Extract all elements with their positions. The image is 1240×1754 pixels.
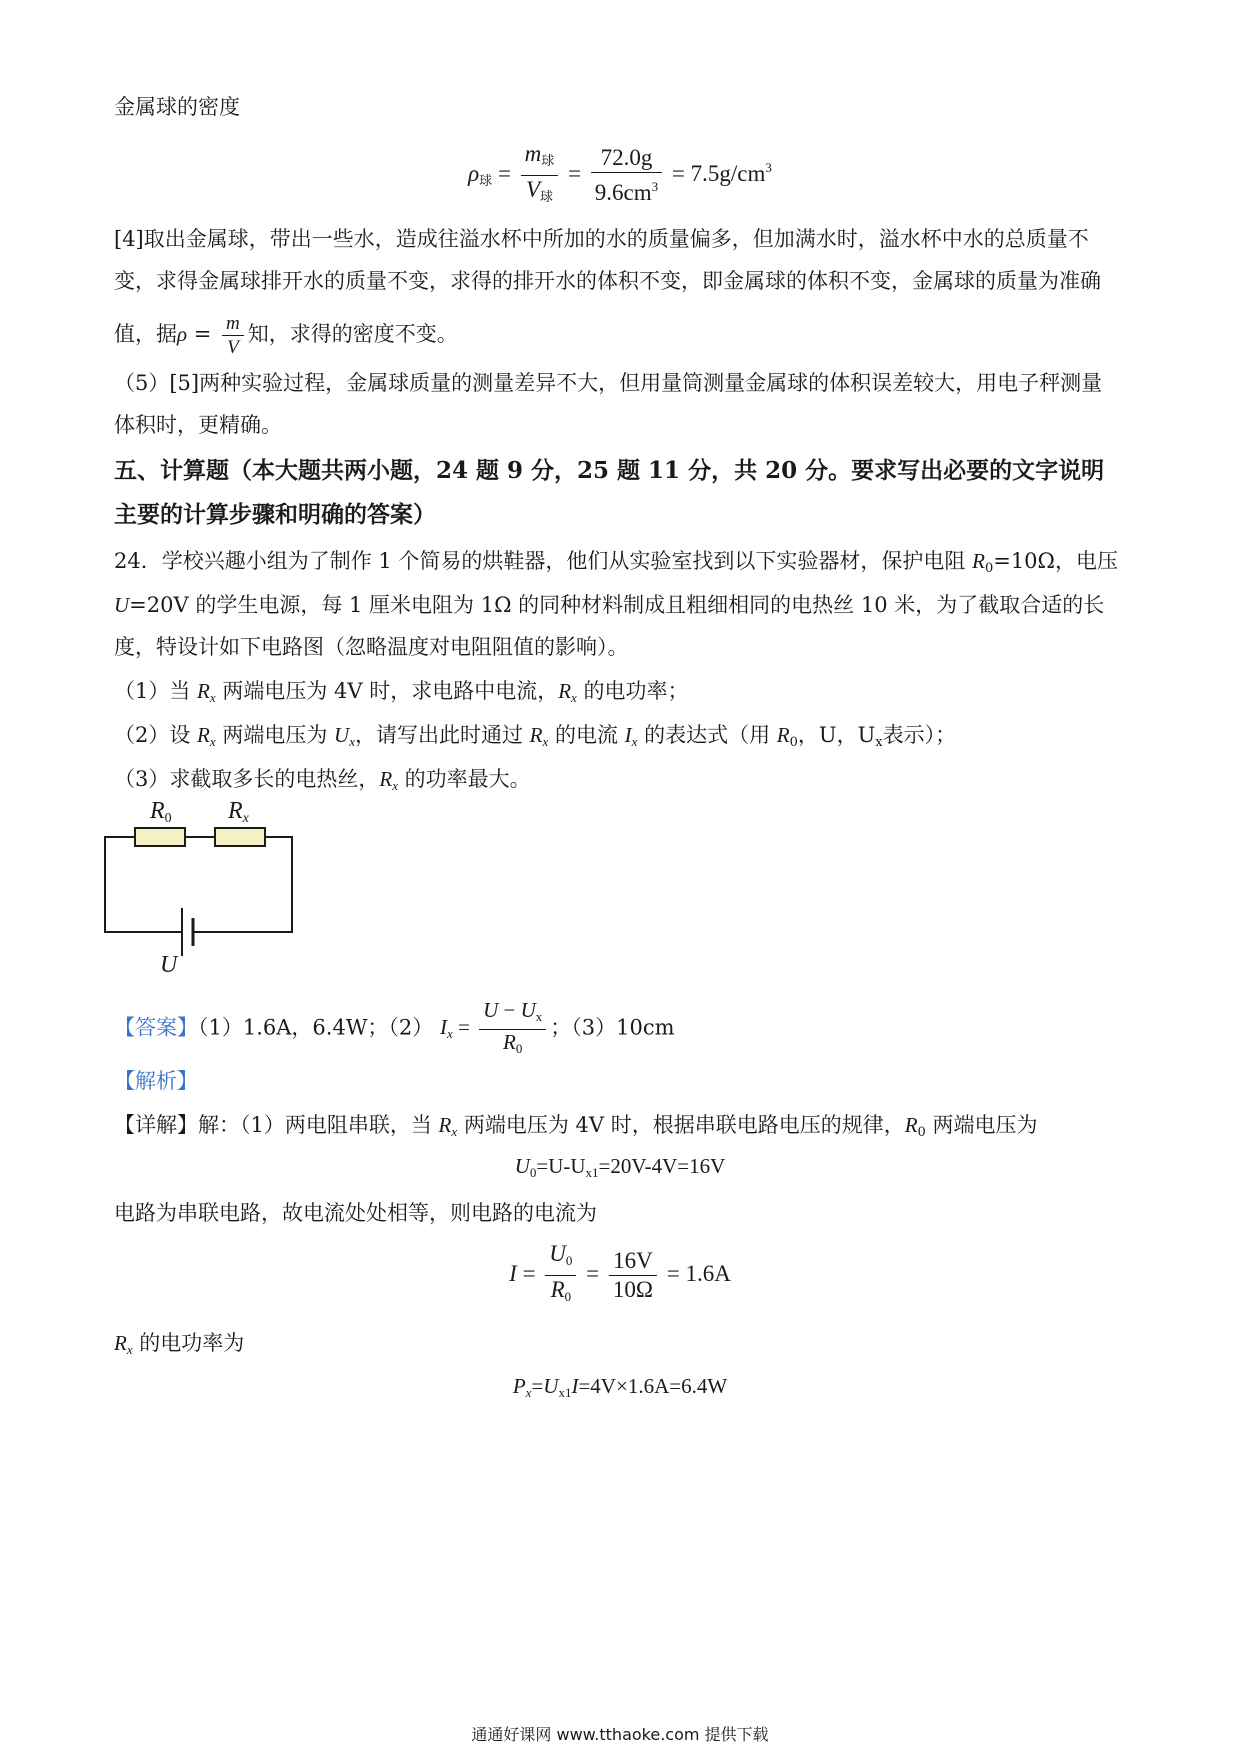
analysis-tag: 【解析】	[114, 1069, 198, 1093]
circuit-wire-right	[193, 837, 292, 932]
rx-power-line: $R_x$ 的电功率为	[114, 1331, 245, 1357]
label-u: U	[160, 952, 178, 978]
section-heading-line-2: 主要的计算步骤和明确的答案）	[114, 501, 436, 528]
equation-power: $P_x=U_{x1}I=4V\times 1.6A=6.4W$	[512, 1374, 728, 1400]
resistor-rx	[215, 828, 265, 846]
series-circuit-line: 电路为串联电路，故电流处处相等，则电路的电流为	[114, 1201, 597, 1225]
circuit-wire	[105, 837, 182, 932]
circuit-diagram	[100, 790, 340, 980]
answer-tag: 【答案】	[114, 1015, 198, 1040]
q24-line-3: 度，特设计如下电路图（忽略温度对电阻阻值的影响）。	[114, 635, 629, 659]
para-4-line-3: 值，据ρ = $\frac{m}{V}$ 知，求得的密度不变。	[114, 313, 458, 358]
label-r0: R0	[150, 798, 172, 826]
section-heading-line-1: 五、计算题（本大题共两小题，24 题 9 分，25 题 11 分，共 20 分。要求写出必要的文字说明	[114, 457, 1105, 484]
sub-question-3: （3）求截取多长的电热丝，$R_x$ 的功率最大。	[114, 767, 531, 793]
sub-question-2: （2）设 $R_x$ 两端电压为 $U_x$，请写出此时通过 $R_x$ 的电流 $I_x$ 的表达式（用 $R_0$，U，$U_x$表示）；	[114, 723, 957, 750]
equation-current: I = $\frac{U_0}{R_0}$ = $\frac{16V}{10\Omega}$ = 1.6A	[509, 1241, 731, 1304]
q24-line-1: 24．学校兴趣小组为了制作 1 个简易的烘鞋器，他们从实验室找到以下实验器材，保护电阻 $R_0=10\Omega$，电压	[114, 549, 1118, 576]
answer-line: 【答案】（1）1.6A，6.4W；（2） $I_x$ = $\frac{U - U_x}{R_0}$ ；（3）10cm	[114, 998, 675, 1056]
para-4-line-1: [4]取出金属球，带出一些水，造成往溢水杯中所加的水的质量偏多，但加满水时，溢水杯中水的总质量不	[114, 227, 1089, 251]
q24-line-2: U=20V 的学生电源，每 1 厘米电阻为 1Ω 的同种材料制成且粗细相同的电热丝 10 米，为了截取合适的长	[114, 593, 1105, 617]
intro-line: 金属球的密度	[114, 95, 240, 119]
equation-u0: $U_0=U-U_{x1}=20V-4V=16V$	[514, 1154, 726, 1180]
density-formula: $\rho_球$ = $\frac{m_球}{V_球}$ = $\frac{72.0g}{9.6cm^3}$ = $7.5g/cm^3$	[468, 141, 772, 205]
label-rx: Rx	[228, 798, 249, 826]
para-5-line-1: （5）[5]两种实验过程，金属球质量的测量差异不大，但用量筒测量金属球的体积误差较大，用电子秤测量	[114, 371, 1103, 395]
resistor-r0	[135, 828, 185, 846]
detail-line-1: 【详解】解：（1）两电阻串联，当 $R_x$ 两端电压为 4V 时，根据串联电路电压的规律，$R_0$ 两端电压为	[114, 1113, 1038, 1140]
para-4-line-2: 变，求得金属球排开水的质量不变，求得的排开水的体积不变，即金属球的体积不变，金属球的质量为准确	[114, 269, 1101, 293]
footer-source: 通通好课网 www.tthaoke.com 提供下载	[471, 1725, 769, 1744]
para-5-line-2: 体积时，更精确。	[114, 413, 282, 437]
sub-question-1: （1）当 $R_x$ 两端电压为 4V 时，求电路中电流，$R_x$ 的电功率；	[114, 679, 689, 705]
